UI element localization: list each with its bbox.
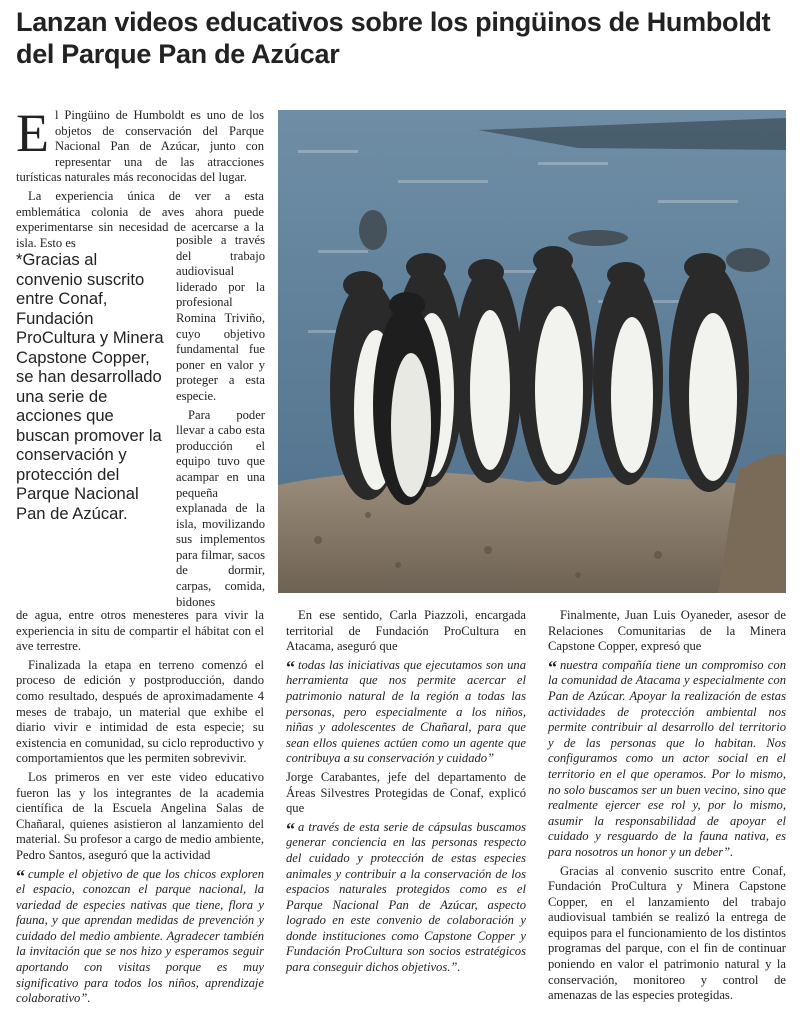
column-2	[286, 608, 526, 979]
quote-mark-icon: “	[548, 656, 557, 677]
col3-quote	[548, 658, 786, 861]
col3-quote-text: nuestra compañía tiene un compromiso con la comunidad de Atacama y especialmente con Pan de Azúcar. Apoyar la realización de estas actividades de protección ambiental nos permite contribuir al desarrollo del territorio y de las personas que lo habitan. Nos configuramos como un actor social en el territorio en el que operamos. Por lo mismo, no solo buscamos ser un buen vecino, sino que realmente ejercer ese rol y, por lo mismo, asumir la responsabilidad de apoyar el cuidado y resguardo de la fauna nativa, es para nosotros un honor y un deber”.	[548, 657, 786, 859]
intro-paragraph-2: La experiencia única de ver a esta emblemática colonia de aves ahora puede experimentarse sin necesidad de acercarse a la isla. Esto es	[16, 188, 264, 250]
drop-cap: E	[16, 103, 49, 163]
col3-paragraph-2: Gracias al convenio suscrito entre Conaf, Fundación ProCultura y Minera Capstone Copper, en el lanzamiento del trabajo audiovisual también se realizó la entrega de equipos para el funcionamiento de los distintos programas del parque, con el fin de continuar poniendo en valor el patrimonio natural y la conservación, monitoreo y control de amenazas de las especies protegidas.	[548, 863, 786, 1003]
narrow-paragraph-2: Para poder llevar a cabo esta producción el equipo tuvo que acampar en una pequeña explanada de la isla, movilizando sus implementos para filmar, sacos de dormir, carpas, comida, bidones	[176, 407, 265, 609]
col2-paragraph-1: En ese sentido, Carla Piazzoli, encargada territorial de Fundación ProCultura en Atacama, aseguró que	[286, 608, 526, 654]
col1-paragraph-2: Finalizada la etapa en terreno comenzó el proceso de edición y postproducción, dando como resultado, después de aproximadamente 4 meses de trabajo, un material que exhibe el diario vivir e intimidad de esta especie; su existencia en comunidad, su ciclo reproductivo y comportamientos que les permiten sobrevivir.	[16, 657, 264, 766]
col2-quote-2	[286, 820, 526, 976]
col1-quote	[16, 867, 264, 1007]
column-1	[16, 608, 264, 1010]
col1-quote-text: cumple el objetivo de que los chicos exploren el espacio, conozcan el parque nacional, la variedad de especies nativas que tiene, flora y fauna, y que aprendan medidas de prevención y cuidado del medio ambiente. Agradecer también la invitación que se nos hizo y esperamos seguir aportando con visitas porque es muy significativo para todos los niños, aprendizaje colaborativo”.	[16, 866, 264, 1006]
penguin-colony-photo	[278, 110, 786, 593]
col2-paragraph-2: Jorge Carabantes, jefe del departamento de Áreas Silvestres Protegidas de Conaf, explicó que	[286, 769, 526, 816]
col2-quote-1-text: todas las iniciativas que ejecutamos son una herramienta que nos permite acercar el patrimonio natural de la región a todas las personas, pero especialmente a los niños, niñas y adolescentes de Chañaral, para que sean ellos quienes actúen como un agente que contribuya a su conservación y cuidado”	[286, 657, 526, 766]
narrow-column	[176, 233, 265, 613]
col3-paragraph-1: Finalmente, Juan Luis Oyaneder, asesor de Relaciones Comunitarias de la Minera Capstone Copper, expresó que	[548, 608, 786, 654]
intro-paragraph-1	[16, 103, 264, 186]
intro-p1-text: l Pingüino de Humboldt es uno de los objetos de conservación del Parque Nacional Pan de Azúcar, junto con representar una de las atracciones turísticas naturales más reconocidas del lugar.	[16, 108, 264, 185]
col2-quote-2-text: a través de esta serie de cápsulas buscamos generar conciencia en las personas respecto del cuidado y protección de estas especies animales y contribuir a la conservación de los espacios naturales protegidos como es el Parque Nacional Pan de Azúcar, aspecto logrado en este convenio de colaboración y donde instituciones como Capstone Copper y Fundación ProCultura son socios estratégicos para conseguir dichos objetivos.”.	[286, 819, 526, 975]
column-3	[548, 608, 786, 1007]
col1-paragraph-3: Los primeros en ver este video educativo fueron las y los integrantes de la academia científica de la Escuela Angelina Salas de Chañaral, quienes asistieron al lanzamiento del material. Su profesor a cargo de medio ambiente, Pedro Santos, aseguró que la actividad	[16, 769, 264, 862]
quote-mark-icon: “	[16, 865, 25, 886]
pull-quote: *Gracias al convenio suscrito entre Conaf, Fundación ProCultura y Minera Capstone Copper, se han desarrollado una serie de acciones que buscan promover la conservación y protección del Parque Nacional Pan de Azúcar.	[16, 250, 164, 523]
quote-mark-icon: “	[286, 818, 295, 839]
col2-quote-1	[286, 658, 526, 767]
photo-illustration	[278, 110, 786, 593]
narrow-paragraph-1: posible a través del trabajo audiovisual liderado por la profesional Romina Triviño, cuyo objetivo fundamental fue poner en valor y proteger a esta especie.	[176, 233, 265, 403]
col1-paragraph-1: de agua, entre otros menesteres para vivir la experiencia in situ de compartir el hábitat con el ave terrestre.	[16, 608, 264, 654]
quote-mark-icon: “	[286, 656, 295, 677]
article-title: Lanzan videos educativos sobre los pingüinos de Humboldt del Parque Pan de Azúcar	[16, 7, 771, 69]
